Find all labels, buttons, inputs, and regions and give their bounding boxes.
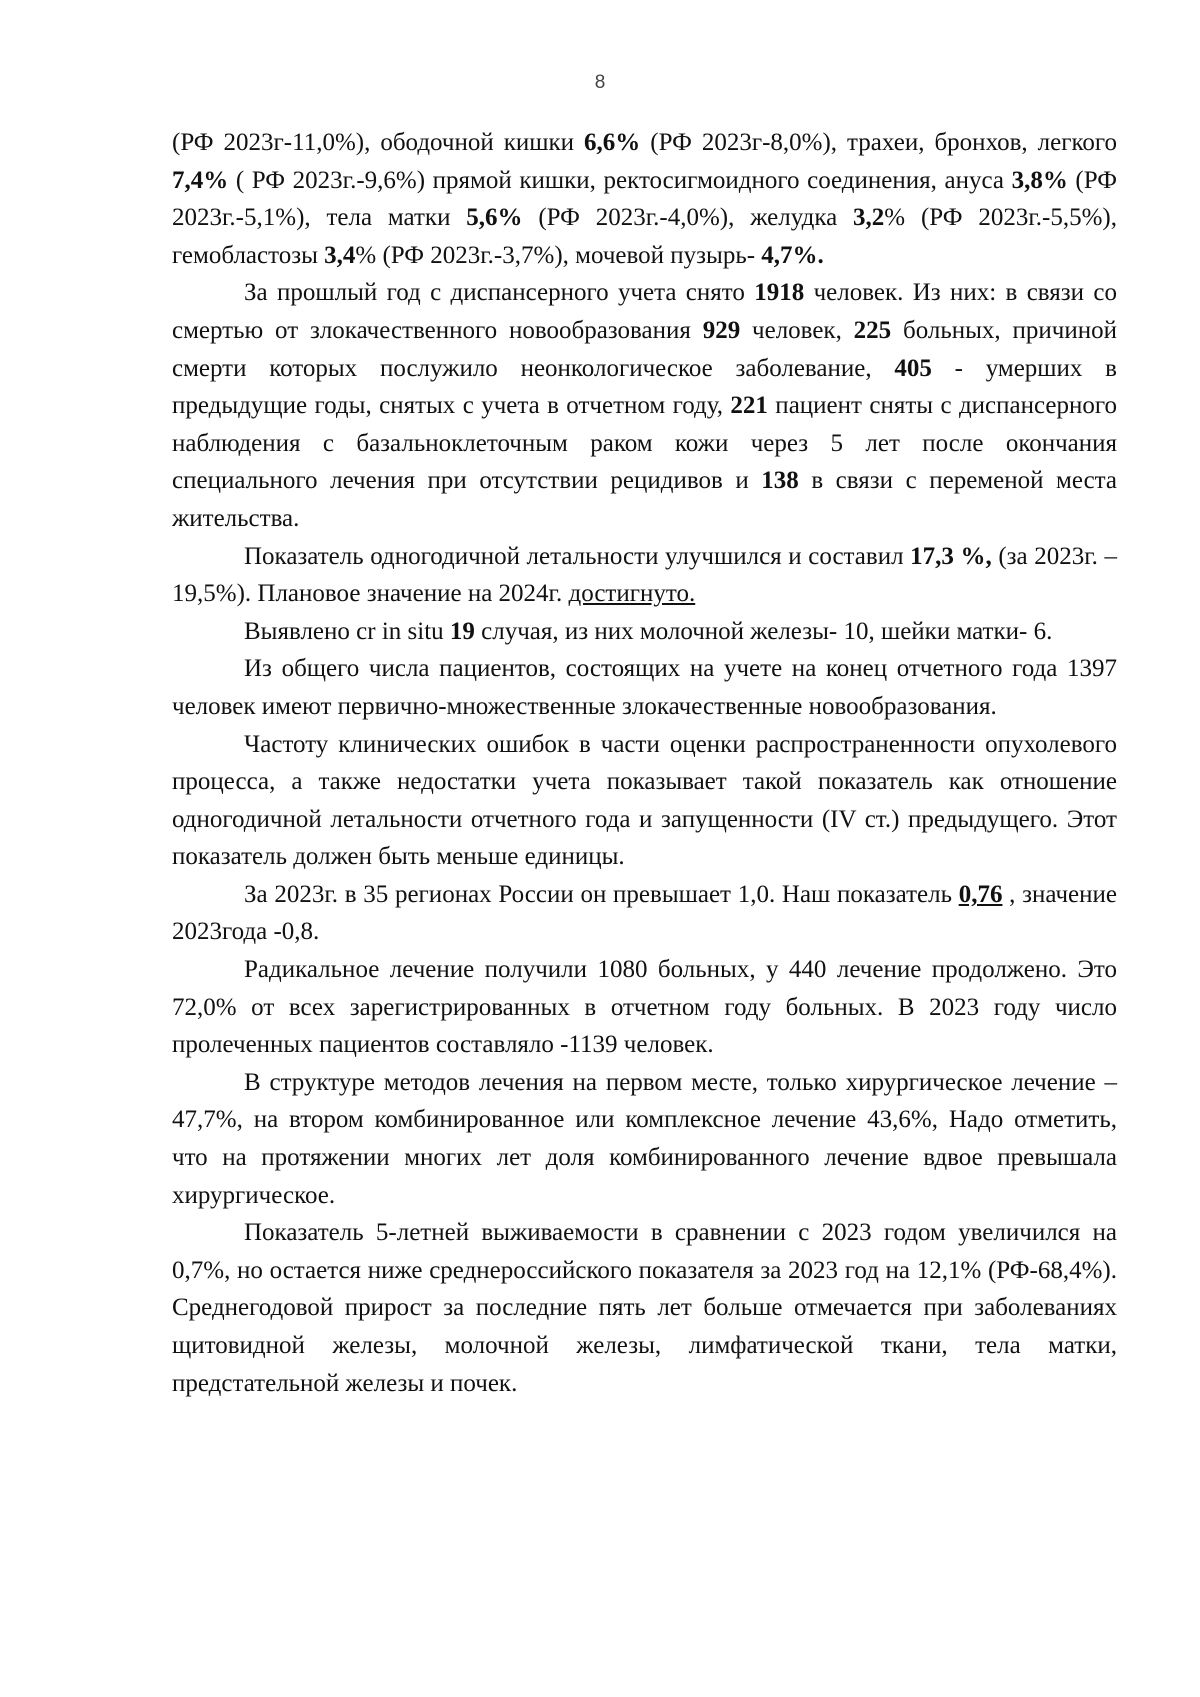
text-run: (РФ 2023г-8,0%), трахеи, бронхов, легкого	[640, 129, 1117, 156]
bold-text: 7,4%	[172, 166, 229, 194]
paragraph	[172, 613, 1117, 651]
bold-text: 3,8%	[1011, 166, 1068, 194]
document-body	[172, 124, 1117, 1402]
bold-text: 405	[894, 354, 932, 382]
bold-text: 5,6%	[466, 204, 523, 232]
text-run: Показатель 5-летней выживаемости в сравнении с 2023 годом увеличился на 0,7%, но остается ниже среднероссийского показателя за 2023 год на 12,1% (РФ-68,4%). Среднегодовой прирост за последние пять лет больше отмечается при заболеваниях щитовидной железы, молочной железы, лимфатической ткани, тела матки, предстательной железы и почек.	[172, 1219, 1117, 1397]
paragraph	[172, 951, 1117, 1064]
text-run: За прошлый год с диспансерного учета снято	[244, 279, 755, 307]
text-run: человек,	[740, 316, 854, 344]
paragraph	[172, 1214, 1117, 1402]
underlined-text: достигнуто.	[568, 580, 696, 608]
paragraph	[172, 1064, 1117, 1214]
bold-text: 17,3 %,	[910, 542, 992, 570]
text-run: ( РФ 2023г.-9,6%) прямой кишки, ректосигмоидного соединения, ануса	[228, 166, 1012, 194]
bold-text: 225	[853, 316, 892, 344]
text-run: Выявлено cr in situ	[244, 617, 450, 645]
paragraph	[172, 876, 1117, 951]
text-run: Радикальное лечение получили 1080 больных, у 440 лечение продолжено. Это 72,0% от всех зарегистрированных в отчетном году больных. В 2023 году число пролеченных пациентов составляло -1139 человек.	[172, 956, 1117, 1059]
bold-text: 4,7%.	[761, 241, 824, 269]
text-run: (РФ 2023г.-5,1%), тела матки	[172, 166, 1117, 232]
text-run: За 2023г. в 35 регионах России он превышает 1,0. Наш показатель	[244, 880, 959, 908]
bold-text: 6,6%	[584, 129, 641, 156]
paragraph	[172, 124, 1117, 274]
text-run: пациент сняты с диспансерного наблюдения с базальноклеточным раком кожи через 5 лет после окончания специального лечения при отсутствии рецидивов и	[172, 392, 1118, 495]
bold-text: 138	[761, 467, 799, 495]
text-run: - умерших в предыдущие годы, снятых с учета в отчетном году,	[172, 354, 1117, 420]
bold-text: 221	[730, 392, 768, 420]
bold-text: 19	[449, 617, 475, 645]
page-number: 8	[594, 72, 606, 93]
text-run: больных, причиной смерти которых послужило неонкологическое заболевание,	[172, 316, 1117, 382]
bold-text: 3,4	[324, 241, 356, 269]
text-run: Частоту клинических ошибок в части оценки распространенности опухолевого процесса, а также недостатки учета показывает такой показатель как отношение одногодичной летальности отчетного года и запущенности (IV ст.) предыдущего. Этот показатель должен быть меньше единицы.	[172, 730, 1117, 871]
bold-text: 929	[702, 316, 741, 344]
text-run: % (РФ 2023г.-3,7%), мочевой пузырь-	[355, 241, 762, 269]
text-run: Из общего числа пациентов, состоящих на учете на конец отчетного года 1397 человек имеют первично-множественные злокачественные новообразования.	[172, 655, 1117, 720]
text-run: , значение 2023года -0,8.	[172, 880, 1118, 946]
paragraph	[172, 274, 1117, 537]
text-run: (РФ 2023г-11,0%), ободочной кишки	[172, 129, 585, 156]
paragraph	[172, 726, 1117, 876]
bold-text: 1918	[754, 279, 805, 307]
text-run: Показатель одногодичной летальности улучшился и составил	[244, 542, 911, 570]
paragraph	[172, 650, 1117, 725]
bold-text: 0,76	[958, 880, 1003, 908]
paragraph	[172, 538, 1117, 613]
text-run: (РФ 2023г.-4,0%), желудка	[522, 204, 854, 232]
text-run: (за 2023г. – 19,5%). Плановое значение на 2024г.	[172, 542, 1117, 608]
text-run: случая, из них молочной железы- 10, шейки матки- 6.	[474, 617, 1053, 645]
text-run: В структуре методов лечения на первом месте, только хирургическое лечение – 47,7%, на втором комбинированное или комплексное лечение 43,6%, Надо отметить, что на протяжении многих лет доля комбинированного лечение вдвое превышала хирургическое.	[172, 1068, 1117, 1209]
bold-text: 3,2	[853, 204, 885, 232]
text-run: % (РФ 2023г.-5,5%), гемобластозы	[172, 204, 1117, 269]
text-run: человек. Из них: в связи со смертью от злокачественного новообразования	[172, 279, 1117, 344]
text-run: в связи с переменой места жительства.	[172, 467, 1117, 532]
